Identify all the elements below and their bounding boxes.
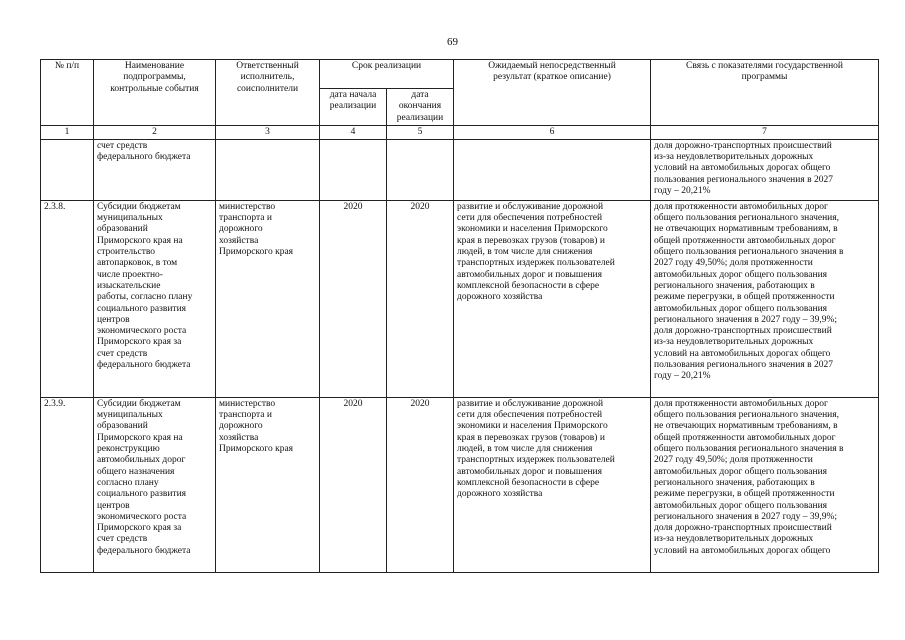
- row-end: 2020: [387, 200, 454, 397]
- column-number: 6: [454, 125, 651, 139]
- row-result: развитие и обслуживание дорожной сети для обеспечения потребностей экономики и населения Приморского края в перевозках грузов (товаров) и людей, в том числе для снижения транспортных издержек пользователей автомобильных дорог и повышения комплексной безопасности в сфере дорожного хозяйства: [454, 200, 651, 397]
- header-link: Связь с показателями государственной программы: [651, 60, 879, 126]
- row-executor: министерство транспорта и дорожного хозяйства Приморского края: [216, 397, 320, 572]
- program-table: [40, 59, 879, 573]
- page-number: 69: [447, 36, 458, 48]
- column-number: 2: [94, 125, 216, 139]
- row-end: [387, 139, 454, 200]
- row-start: 2020: [320, 397, 387, 572]
- table-row: [41, 200, 879, 397]
- header-num: № п/п: [41, 60, 94, 126]
- row-start: 2020: [320, 200, 387, 397]
- row-name: счет средств федерального бюджета: [94, 139, 216, 200]
- row-executor: [216, 139, 320, 200]
- row-start: [320, 139, 387, 200]
- row-link: доля протяженности автомобильных дорог общего пользования регионального значения, не отвечающих нормативным требованиям, в общей протяженности автомобильных дорог общего пользования регионального значения в 2027 году 49,50%; доля протяженности автомобильных дорог общего пользования регионального значения, работающих в режиме перегрузки, в общей протяженности автомобильных дорог общего пользования регионального значения в 2027 году – 39,9%; доля дорожно-транспортных происшествий из-за неудовлетворительных дорожных условий на автомобильных дорогах общего: [651, 397, 879, 572]
- row-link: доля протяженности автомобильных дорог общего пользования регионального значения, не отвечающих нормативным требованиям, в общей протяженности автомобильных дорог общего пользования регионального значения в 2027 году 49,50%; доля протяженности автомобильных дорог общего пользования регионального значения, работающих в режиме перегрузки, в общей протяженности автомобильных дорог общего пользования регионального значения в 2027 году – 39,9%; доля дорожно-транспортных происшествий из-за неудовлетворительных дорожных условий на автомобильных дорогах общего пользования регионального значения в 2027 году – 20,21%: [651, 200, 879, 397]
- table-row: [41, 397, 879, 572]
- header-executor: Ответственный исполнитель, соисполнители: [216, 60, 320, 126]
- column-number: 3: [216, 125, 320, 139]
- row-result: [454, 139, 651, 200]
- header-start-date: дата начала реализации: [320, 89, 387, 126]
- row-num: 2.3.9.: [41, 397, 94, 572]
- row-executor: министерство транспорта и дорожного хозяйства Приморского края: [216, 200, 320, 397]
- row-num: 2.3.8.: [41, 200, 94, 397]
- column-number: 4: [320, 125, 387, 139]
- header-period: Срок реализации: [320, 60, 454, 89]
- column-number: 1: [41, 125, 94, 139]
- row-name: Субсидии бюджетам муниципальных образований Приморского края на реконструкцию автомобильных дорог общего назначения согласно плану социального развития центров экономического роста Приморского края за счет средств федерального бюджета: [94, 397, 216, 572]
- header-row-1: [41, 60, 879, 89]
- row-link: доля дорожно-транспортных происшествий из-за неудовлетворительных дорожных условий на автомобильных дорогах общего пользования регионального значения в 2027 году – 20,21%: [651, 139, 879, 200]
- table-row: [41, 139, 879, 200]
- header-end-date: дата окончания реализации: [387, 89, 454, 126]
- column-number: 5: [387, 125, 454, 139]
- header-name: Наименование подпрограммы, контрольные события: [94, 60, 216, 126]
- row-name: Субсидии бюджетам муниципальных образований Приморского края на строительство автопарковок, в том числе проектно- изыскательские работы, согласно плану социального развития центров экономического роста Приморского края за счет средств федерального бюджета: [94, 200, 216, 397]
- column-numbers-row: [41, 125, 879, 139]
- row-num: [41, 139, 94, 200]
- row-result: развитие и обслуживание дорожной сети для обеспечения потребностей экономики и населения Приморского края в перевозках грузов (товаров) и людей, в том числе для снижения транспортных издержек пользователей автомобильных дорог и повышения комплексной безопасности в сфере дорожного хозяйства: [454, 397, 651, 572]
- column-number: 7: [651, 125, 879, 139]
- header-result: Ожидаемый непосредственный результат (краткое описание): [454, 60, 651, 126]
- row-end: 2020: [387, 397, 454, 572]
